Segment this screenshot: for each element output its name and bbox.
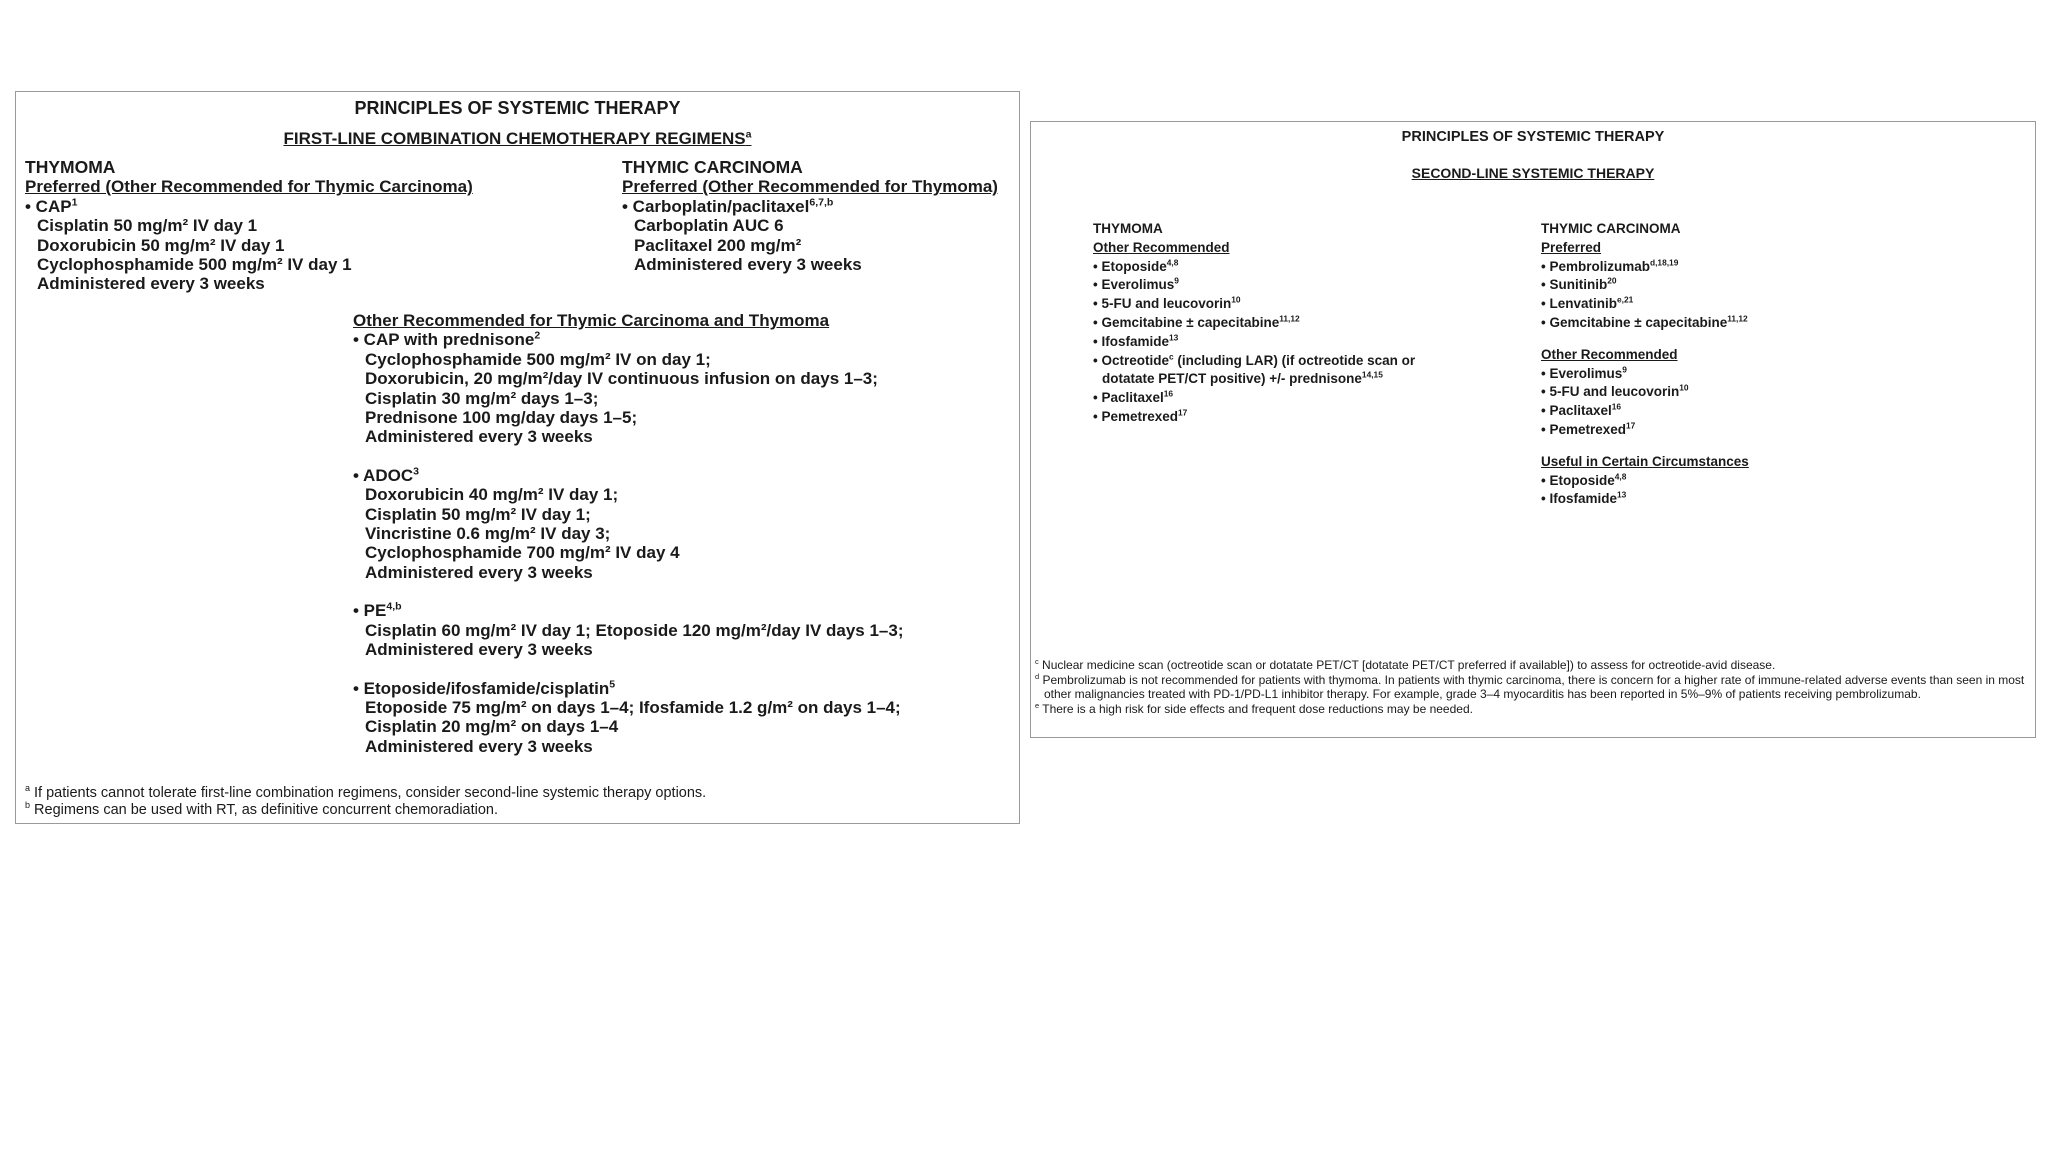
first-line-panel [15, 91, 1020, 824]
list-item: • Gemcitabine ± capecitabine$^{11,12}$ [1093, 313, 1300, 330]
regimen-line: Cisplatin 60 mg/m² IV day 1; Etoposide 120 mg/m²/day IV days 1–3; [365, 620, 904, 640]
other-recommended-section [353, 311, 904, 756]
panel-subtitle: SECOND-LINE SYSTEMIC THERAPY [1411, 165, 1655, 181]
thymic-carcinoma-second-line-section [1541, 220, 1749, 509]
regimen-line: Cisplatin 30 mg/m² days 1–3; [365, 388, 599, 408]
regimen-line: Vincristine 0.6 mg/m² IV day 3; [365, 524, 611, 544]
list-item: • Pemetrexed$^{17}$ [1541, 420, 1636, 437]
footnote: $^c$ Nuclear medicine scan (octreotide scan or dotatate PET/CT [dotatate PET/CT preferred if available]) to assess for octreotide-avid disease. [1035, 657, 1776, 672]
thymoma-heading: THYMOMA [25, 157, 116, 177]
list-item: • 5-FU and leucovorin$^{10}$ [1093, 294, 1241, 312]
list-item: • 5-FU and leucovorin$^{10}$ [1541, 382, 1689, 400]
list-item: • Sunitinib$^{20}$ [1541, 275, 1617, 293]
regimen-line: Cisplatin 50 mg/m² IV day 1 [37, 216, 258, 236]
regimen-line: Doxorubicin, 20 mg/m²/day IV continuous infusion on days 1–3; [365, 369, 878, 389]
panel-title: PRINCIPLES OF SYSTEMIC THERAPY [1401, 129, 1665, 145]
thymic-carcinoma-heading: THYMIC CARCINOMA [622, 157, 803, 177]
thymic-carcinoma-preferred-subheading: Preferred [1541, 239, 1602, 255]
list-item: • Octreotide$^c$ (including LAR) (if octreotide scan or [1093, 351, 1416, 368]
list-item: • Ifosfamide$^{13}$ [1093, 332, 1179, 349]
thymoma-other-recommended-subheading: Other Recommended [1093, 239, 1230, 255]
useful-in-certain-circumstances-subheading: Useful in Certain Circumstances [1541, 453, 1749, 469]
list-item: • Paclitaxel$^{16}$ [1093, 388, 1174, 406]
footnote: $^a$ If patients cannot tolerate first-line combination regimens, consider second-line systemic therapy options. [25, 783, 707, 801]
footnote: $^e$ There is a high risk for side effects and frequent dose reductions may be needed. [1035, 700, 1473, 716]
first-line-footnotes [25, 785, 706, 818]
footnote: $^d$ Pembrolizumab is not recommended for patients with thymoma. In patients with thymic carcinoma, there is concern for a higher rate of immune-related adverse events than seen in most other malignancies treated with PD-1/PD-L1 inhibitor therapy. For example, grade 3–4 myocarditis has been reported in 5%–9% of patients receiving pembrolizumab. [1035, 671, 2025, 702]
thymoma-first-line-section [25, 158, 473, 294]
regimen-line: Administered every 3 weeks [365, 562, 593, 582]
list-item: • Pembrolizumab$^{d,18,19}$ [1541, 257, 1679, 274]
regimen-name: • Carboplatin/paclitaxel$^{6,7,b}$ [622, 196, 834, 216]
regimen-line: Administered every 3 weeks [365, 736, 593, 756]
regimen-line: Carboplatin AUC 6 [634, 216, 784, 236]
regimen-line: Etoposide 75 mg/m² on days 1–4; Ifosfamide 1.2 g/m² on days 1–4; [365, 697, 901, 717]
regimen-name: • PE$^{4,b}$ [353, 600, 402, 621]
regimen-name: • Etoposide/ifosfamide/cisplatin$^5$ [353, 677, 616, 698]
regimen-line: Administered every 3 weeks [365, 427, 593, 447]
other-recommended-heading: Other Recommended for Thymic Carcinoma and Thymoma [353, 311, 830, 330]
list-item: • Ifosfamide$^{13}$ [1541, 489, 1627, 507]
thymoma-heading: THYMOMA [1093, 221, 1163, 236]
footnote: $^b$ Regimens can be used with RT, as definitive concurrent chemoradiation. [25, 799, 499, 818]
thymic-carcinoma-other-recommended-subheading: Other Recommended [1541, 346, 1678, 362]
thymic-carcinoma-heading: THYMIC CARCINOMA [1541, 221, 1681, 236]
list-item: • Lenvatinib$^{e,21}$ [1541, 294, 1634, 312]
regimen-name: • CAP with prednisone$^2$ [353, 329, 541, 350]
list-item: • Paclitaxel$^{16}$ [1541, 401, 1622, 419]
thymoma-second-line-section [1093, 220, 1415, 427]
second-line-footnotes [1035, 658, 2025, 716]
list-item: • Gemcitabine ± capecitabine$^{11,12}$ [1541, 313, 1748, 330]
regimen-line: Paclitaxel 200 mg/m² [634, 235, 802, 255]
second-line-panel [1030, 121, 2036, 738]
regimen-line: Doxorubicin 40 mg/m² IV day 1; [365, 485, 619, 505]
panel-title: PRINCIPLES OF SYSTEMIC THERAPY [354, 98, 681, 118]
regimen-line: Prednisone 100 mg/day days 1–5; [365, 408, 638, 428]
regimen-line: Cyclophosphamide 700 mg/m² IV day 4 [365, 543, 680, 563]
list-item: • Etoposide$^{4,8}$ [1093, 257, 1179, 274]
regimen-line: Administered every 3 weeks [365, 640, 593, 660]
list-item: • Everolimus$^9$ [1093, 275, 1179, 293]
thymic-carcinoma-first-line-section [622, 158, 998, 274]
list-item: • Everolimus$^9$ [1541, 364, 1627, 381]
regimen-name: • CAP$^1$ [25, 196, 78, 216]
list-item-continuation: dotatate PET/CT positive) +/- prednisone$^{14,15}$ [1102, 369, 1383, 387]
regimen-line: Cyclophosphamide 500 mg/m² IV on day 1; [365, 349, 711, 369]
regimen-line: Cisplatin 50 mg/m² IV day 1; [365, 504, 591, 524]
regimen-line: Doxorubicin 50 mg/m² IV day 1 [37, 235, 285, 255]
list-item: • Etoposide$^{4,8}$ [1541, 471, 1627, 488]
regimen-name: • ADOC$^3$ [353, 465, 419, 485]
regimen-line: Cisplatin 20 mg/m² on days 1–4 [365, 717, 619, 737]
panel-subtitle: FIRST-LINE COMBINATION CHEMOTHERAPY REGIMENS$^a$ [283, 128, 752, 148]
regimen-line: Cyclophosphamide 500 mg/m² IV day 1 [37, 255, 352, 275]
regimen-line: Administered every 3 weeks [37, 274, 265, 294]
thymoma-preferred-subheading: Preferred (Other Recommended for Thymic Carcinoma) [25, 177, 473, 197]
thymic-carcinoma-preferred-subheading: Preferred (Other Recommended for Thymoma) [622, 177, 998, 197]
regimen-line: Administered every 3 weeks [634, 255, 862, 275]
list-item: • Pemetrexed$^{17}$ [1093, 407, 1188, 424]
